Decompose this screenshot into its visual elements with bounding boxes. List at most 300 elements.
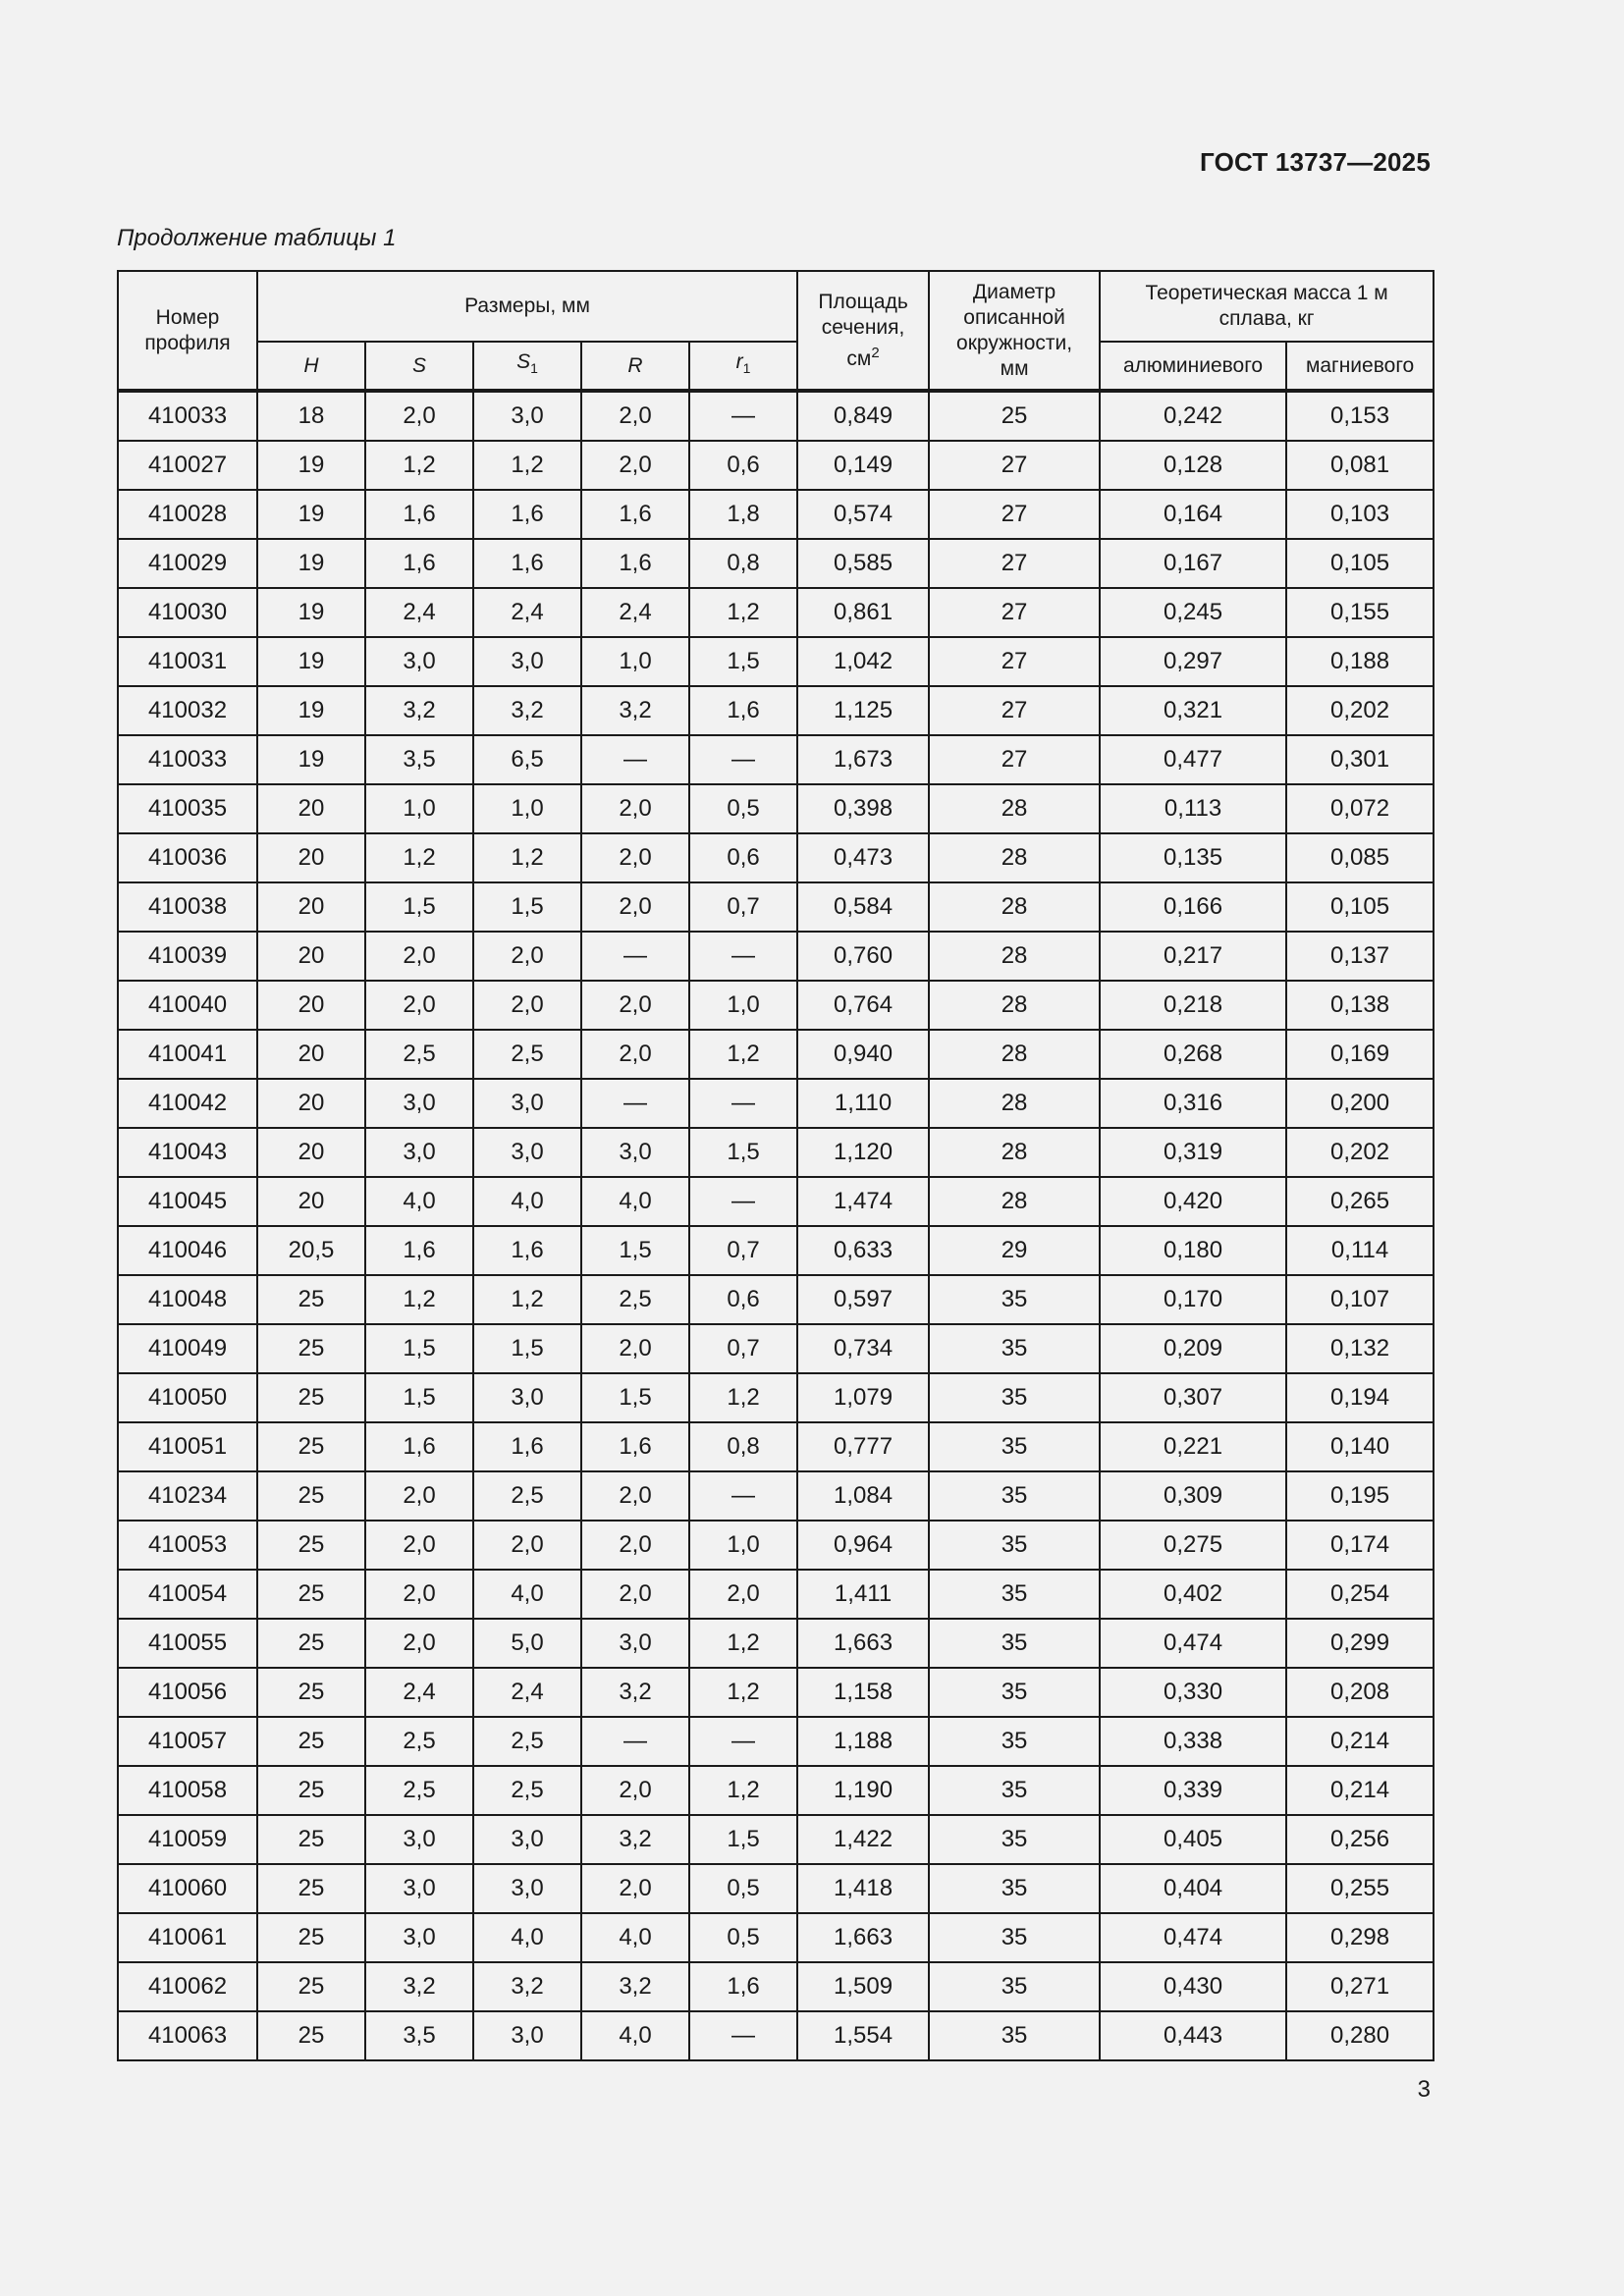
table-row [118,1373,1434,1422]
cell-diameter: 35 [929,1373,1100,1422]
table-row [118,1030,1434,1079]
cell-area: 0,777 [797,1422,929,1471]
cell-profile-no: 410029 [118,539,257,588]
cell-S: 2,0 [365,1619,473,1668]
cell-R: 4,0 [581,1913,689,1962]
cell-S: 1,2 [365,1275,473,1324]
header-area [797,271,929,391]
cell-profile-no: 410038 [118,882,257,932]
cell-H: 20 [257,981,365,1030]
cell-diameter: 29 [929,1226,1100,1275]
cell-mass-magnesium: 0,137 [1286,932,1434,981]
cell-area: 0,861 [797,588,929,637]
table-body [118,391,1434,2060]
cell-r1: 1,0 [689,1521,797,1570]
cell-r1: 0,7 [689,1226,797,1275]
cell-R: 2,0 [581,882,689,932]
cell-mass-aluminium: 0,164 [1100,490,1286,539]
cell-diameter: 28 [929,1030,1100,1079]
cell-R: — [581,735,689,784]
cell-R: 3,0 [581,1128,689,1177]
cell-mass-aluminium: 0,404 [1100,1864,1286,1913]
cell-R: 2,0 [581,441,689,490]
cell-profile-no: 410033 [118,391,257,441]
cell-area: 1,188 [797,1717,929,1766]
table-row [118,1766,1434,1815]
cell-mass-magnesium: 0,105 [1286,539,1434,588]
cell-S1: 3,0 [473,2011,581,2060]
header-r1: $r_1$ [689,342,797,391]
cell-diameter: 35 [929,1422,1100,1471]
cell-profile-no: 410043 [118,1128,257,1177]
cell-profile-no: 410061 [118,1913,257,1962]
cell-R: 2,0 [581,1521,689,1570]
cell-diameter: 35 [929,1864,1100,1913]
cell-area: 1,673 [797,735,929,784]
cell-mass-magnesium: 0,265 [1286,1177,1434,1226]
cell-H: 25 [257,1864,365,1913]
document-code: ГОСТ 13737—2025 [1200,147,1431,177]
cell-diameter: 35 [929,1717,1100,1766]
cell-mass-aluminium: 0,128 [1100,441,1286,490]
cell-S1: 3,0 [473,1864,581,1913]
cell-profile-no: 410048 [118,1275,257,1324]
cell-r1: 0,6 [689,441,797,490]
cell-mass-aluminium: 0,338 [1100,1717,1286,1766]
cell-profile-no: 410028 [118,490,257,539]
cell-S1: 2,5 [473,1766,581,1815]
cell-S1: 2,5 [473,1030,581,1079]
header-H: H [257,342,365,391]
cell-r1: 0,8 [689,539,797,588]
cell-profile-no: 410060 [118,1864,257,1913]
cell-H: 20 [257,1128,365,1177]
cell-mass-magnesium: 0,200 [1286,1079,1434,1128]
cell-S: 2,0 [365,932,473,981]
cell-area: 1,125 [797,686,929,735]
cell-area: 0,760 [797,932,929,981]
cell-H: 20 [257,1079,365,1128]
header-dimensions: Размеры, мм [257,271,797,342]
cell-diameter: 28 [929,1128,1100,1177]
cell-S: 3,0 [365,1913,473,1962]
cell-R: 4,0 [581,2011,689,2060]
cell-R: 3,2 [581,1962,689,2011]
cell-diameter: 27 [929,539,1100,588]
cell-S1: 3,0 [473,1815,581,1864]
cell-S: 2,5 [365,1030,473,1079]
cell-R: 1,6 [581,539,689,588]
cell-H: 25 [257,1668,365,1717]
cell-profile-no: 410056 [118,1668,257,1717]
cell-S: 2,0 [365,1521,473,1570]
table-row [118,588,1434,637]
cell-diameter: 35 [929,1570,1100,1619]
cell-mass-magnesium: 0,188 [1286,637,1434,686]
cell-S: 1,5 [365,1373,473,1422]
cell-S1: 1,6 [473,490,581,539]
cell-r1: 1,2 [689,1668,797,1717]
cell-R: 2,0 [581,1471,689,1521]
cell-area: 0,734 [797,1324,929,1373]
cell-S1: 2,5 [473,1471,581,1521]
cell-H: 20 [257,1030,365,1079]
cell-S1: 1,2 [473,441,581,490]
cell-H: 20 [257,882,365,932]
cell-S1: 1,0 [473,784,581,833]
cell-area: 0,584 [797,882,929,932]
cell-S: 1,6 [365,1226,473,1275]
cell-S1: 3,0 [473,1373,581,1422]
cell-profile-no: 410027 [118,441,257,490]
cell-diameter: 35 [929,1324,1100,1373]
cell-mass-aluminium: 0,474 [1100,1913,1286,1962]
cell-mass-aluminium: 0,477 [1100,735,1286,784]
cell-R: — [581,1079,689,1128]
cell-H: 25 [257,1521,365,1570]
cell-H: 20 [257,1177,365,1226]
cell-mass-aluminium: 0,245 [1100,588,1286,637]
cell-r1: 1,2 [689,1619,797,1668]
table-row [118,1717,1434,1766]
cell-mass-magnesium: 0,271 [1286,1962,1434,2011]
cell-S: 2,4 [365,588,473,637]
table-row [118,441,1434,490]
cell-R: 2,0 [581,784,689,833]
cell-r1: — [689,1177,797,1226]
cell-mass-magnesium: 0,114 [1286,1226,1434,1275]
cell-r1: 2,0 [689,1570,797,1619]
cell-mass-magnesium: 0,256 [1286,1815,1434,1864]
cell-mass-magnesium: 0,138 [1286,981,1434,1030]
cell-mass-magnesium: 0,153 [1286,391,1434,441]
cell-mass-aluminium: 0,443 [1100,2011,1286,2060]
cell-diameter: 35 [929,1275,1100,1324]
cell-H: 19 [257,637,365,686]
cell-area: 1,663 [797,1619,929,1668]
cell-diameter: 28 [929,1177,1100,1226]
cell-diameter: 28 [929,882,1100,932]
cell-area: 0,964 [797,1521,929,1570]
cell-H: 25 [257,1373,365,1422]
cell-mass-magnesium: 0,107 [1286,1275,1434,1324]
cell-H: 25 [257,1570,365,1619]
cell-profile-no: 410031 [118,637,257,686]
table-row [118,1128,1434,1177]
cell-r1: 0,5 [689,1864,797,1913]
table-row [118,1570,1434,1619]
table-header [118,271,1434,391]
cell-area: 1,079 [797,1373,929,1422]
table-row [118,1962,1434,2011]
cell-r1: 0,6 [689,833,797,882]
cell-H: 19 [257,539,365,588]
cell-S: 3,0 [365,1128,473,1177]
cell-S1: 3,0 [473,1128,581,1177]
cell-mass-aluminium: 0,319 [1100,1128,1286,1177]
cell-S1: 5,0 [473,1619,581,1668]
cell-S: 3,2 [365,1962,473,2011]
cell-S1: 2,4 [473,1668,581,1717]
cell-R: 1,0 [581,637,689,686]
cell-R: 2,0 [581,1864,689,1913]
cell-mass-aluminium: 0,307 [1100,1373,1286,1422]
cell-profile-no: 410050 [118,1373,257,1422]
cell-mass-magnesium: 0,208 [1286,1668,1434,1717]
cell-S: 1,6 [365,539,473,588]
cell-profile-no: 410035 [118,784,257,833]
cell-H: 25 [257,1717,365,1766]
cell-mass-aluminium: 0,309 [1100,1471,1286,1521]
table-row [118,1177,1434,1226]
cell-profile-no: 410045 [118,1177,257,1226]
cell-S1: 4,0 [473,1570,581,1619]
table-row [118,490,1434,539]
cell-mass-magnesium: 0,202 [1286,686,1434,735]
page-number: 3 [1417,2076,1431,2103]
cell-diameter: 28 [929,932,1100,981]
cell-R: 2,0 [581,1766,689,1815]
cell-profile-no: 410032 [118,686,257,735]
cell-area: 1,509 [797,1962,929,2011]
cell-H: 25 [257,1913,365,1962]
table-row [118,1913,1434,1962]
cell-profile-no: 410030 [118,588,257,637]
cell-mass-aluminium: 0,330 [1100,1668,1286,1717]
cell-area: 1,422 [797,1815,929,1864]
cell-area: 0,633 [797,1226,929,1275]
cell-r1: 1,5 [689,1128,797,1177]
cell-diameter: 35 [929,1962,1100,2011]
cell-H: 19 [257,490,365,539]
cell-S: 3,5 [365,735,473,784]
cell-r1: — [689,932,797,981]
cell-r1: 1,2 [689,1030,797,1079]
cell-S1: 1,6 [473,539,581,588]
cell-area: 0,585 [797,539,929,588]
cell-R: 1,6 [581,490,689,539]
cell-mass-aluminium: 0,170 [1100,1275,1286,1324]
cell-diameter: 35 [929,1668,1100,1717]
cell-S1: 3,2 [473,686,581,735]
cell-area: 0,473 [797,833,929,882]
cell-R: 1,5 [581,1373,689,1422]
cell-diameter: 27 [929,686,1100,735]
cell-R: 2,0 [581,391,689,441]
cell-diameter: 35 [929,1766,1100,1815]
profiles-table [117,270,1435,2061]
cell-R: 3,2 [581,686,689,735]
cell-mass-aluminium: 0,135 [1100,833,1286,882]
cell-diameter: 35 [929,2011,1100,2060]
cell-S1: 3,0 [473,1079,581,1128]
cell-H: 25 [257,1619,365,1668]
cell-r1: 1,2 [689,1373,797,1422]
cell-R: 2,0 [581,1030,689,1079]
cell-S: 1,2 [365,833,473,882]
cell-mass-aluminium: 0,209 [1100,1324,1286,1373]
cell-H: 25 [257,1962,365,2011]
cell-mass-magnesium: 0,194 [1286,1373,1434,1422]
cell-S: 1,6 [365,1422,473,1471]
table-row [118,1668,1434,1717]
header-area-label: Площадь сечения, [818,290,908,339]
cell-H: 25 [257,1275,365,1324]
cell-mass-aluminium: 0,402 [1100,1570,1286,1619]
cell-H: 20 [257,784,365,833]
cell-profile-no: 410053 [118,1521,257,1570]
cell-mass-magnesium: 0,254 [1286,1570,1434,1619]
cell-area: 1,411 [797,1570,929,1619]
cell-mass-aluminium: 0,180 [1100,1226,1286,1275]
cell-mass-aluminium: 0,405 [1100,1815,1286,1864]
cell-S1: 1,5 [473,882,581,932]
cell-S: 3,5 [365,2011,473,2060]
cell-mass-magnesium: 0,140 [1286,1422,1434,1471]
cell-r1: 1,0 [689,981,797,1030]
cell-area: 0,940 [797,1030,929,1079]
table-row [118,882,1434,932]
cell-mass-aluminium: 0,321 [1100,686,1286,735]
cell-mass-magnesium: 0,280 [1286,2011,1434,2060]
cell-S1: 1,2 [473,1275,581,1324]
cell-profile-no: 410039 [118,932,257,981]
cell-R: 2,0 [581,981,689,1030]
cell-r1: 0,5 [689,784,797,833]
cell-area: 1,554 [797,2011,929,2060]
cell-S: 1,5 [365,882,473,932]
cell-r1: 1,2 [689,1766,797,1815]
cell-mass-aluminium: 0,430 [1100,1962,1286,2011]
cell-area: 1,663 [797,1913,929,1962]
header-mass: Теоретическая масса 1 м сплава, кг [1100,271,1434,342]
cell-mass-magnesium: 0,105 [1286,882,1434,932]
cell-S1: 3,2 [473,1962,581,2011]
table-row [118,1864,1434,1913]
cell-profile-no: 410040 [118,981,257,1030]
cell-r1: 1,6 [689,1962,797,2011]
cell-R: 2,0 [581,1324,689,1373]
table-row [118,686,1434,735]
cell-r1: 0,7 [689,1324,797,1373]
cell-diameter: 27 [929,490,1100,539]
table-row [118,981,1434,1030]
cell-H: 20 [257,833,365,882]
cell-diameter: 27 [929,637,1100,686]
cell-mass-magnesium: 0,301 [1286,735,1434,784]
cell-H: 19 [257,441,365,490]
cell-H: 25 [257,1815,365,1864]
cell-S: 2,0 [365,391,473,441]
cell-S: 1,0 [365,784,473,833]
cell-R: 1,5 [581,1226,689,1275]
cell-profile-no: 410033 [118,735,257,784]
cell-S: 4,0 [365,1177,473,1226]
header-S1: $S_1$ [473,342,581,391]
header-profile-no: Номер профиля [118,271,257,391]
cell-r1: 1,5 [689,637,797,686]
cell-diameter: 35 [929,1471,1100,1521]
cell-mass-magnesium: 0,195 [1286,1471,1434,1521]
cell-mass-aluminium: 0,242 [1100,391,1286,441]
cell-S: 3,0 [365,1864,473,1913]
cell-S1: 6,5 [473,735,581,784]
cell-profile-no: 410057 [118,1717,257,1766]
cell-S: 3,0 [365,637,473,686]
cell-r1: 1,6 [689,686,797,735]
cell-H: 25 [257,1766,365,1815]
cell-H: 20,5 [257,1226,365,1275]
cell-R: 4,0 [581,1177,689,1226]
cell-profile-no: 410055 [118,1619,257,1668]
cell-profile-no: 410234 [118,1471,257,1521]
cell-S1: 1,6 [473,1422,581,1471]
cell-H: 25 [257,1471,365,1521]
cell-R: — [581,932,689,981]
cell-H: 20 [257,932,365,981]
cell-r1: 1,8 [689,490,797,539]
cell-S: 1,2 [365,441,473,490]
cell-mass-aluminium: 0,217 [1100,932,1286,981]
cell-mass-aluminium: 0,297 [1100,637,1286,686]
cell-profile-no: 410054 [118,1570,257,1619]
cell-S1: 4,0 [473,1177,581,1226]
cell-profile-no: 410051 [118,1422,257,1471]
header-aluminium: алюминиевого [1100,342,1286,391]
table-caption: Продолжение таблицы 1 [117,225,397,251]
cell-diameter: 35 [929,1815,1100,1864]
table-row [118,1815,1434,1864]
cell-S: 2,0 [365,1471,473,1521]
cell-R: 3,0 [581,1619,689,1668]
cell-area: 1,474 [797,1177,929,1226]
cell-S1: 1,2 [473,833,581,882]
cell-area: 0,764 [797,981,929,1030]
cell-S: 3,0 [365,1815,473,1864]
cell-r1: — [689,1471,797,1521]
cell-mass-aluminium: 0,420 [1100,1177,1286,1226]
cell-S1: 2,0 [473,981,581,1030]
cell-mass-aluminium: 0,474 [1100,1619,1286,1668]
cell-H: 25 [257,1324,365,1373]
cell-mass-magnesium: 0,072 [1286,784,1434,833]
header-area-exponent: 2 [871,344,880,361]
table-row [118,932,1434,981]
cell-S1: 2,0 [473,1521,581,1570]
cell-diameter: 35 [929,1619,1100,1668]
cell-S1: 3,0 [473,391,581,441]
cell-area: 1,120 [797,1128,929,1177]
cell-R: — [581,1717,689,1766]
cell-area: 0,597 [797,1275,929,1324]
cell-area: 0,849 [797,391,929,441]
cell-mass-aluminium: 0,218 [1100,981,1286,1030]
cell-area: 0,574 [797,490,929,539]
cell-S: 1,5 [365,1324,473,1373]
cell-area: 1,042 [797,637,929,686]
cell-R: 2,4 [581,588,689,637]
cell-diameter: 27 [929,588,1100,637]
cell-S: 2,0 [365,981,473,1030]
cell-area: 0,398 [797,784,929,833]
cell-S1: 3,0 [473,637,581,686]
cell-profile-no: 410041 [118,1030,257,1079]
cell-S: 2,5 [365,1717,473,1766]
cell-profile-no: 410062 [118,1962,257,2011]
cell-r1: — [689,391,797,441]
table-row [118,1521,1434,1570]
table-row [118,1619,1434,1668]
